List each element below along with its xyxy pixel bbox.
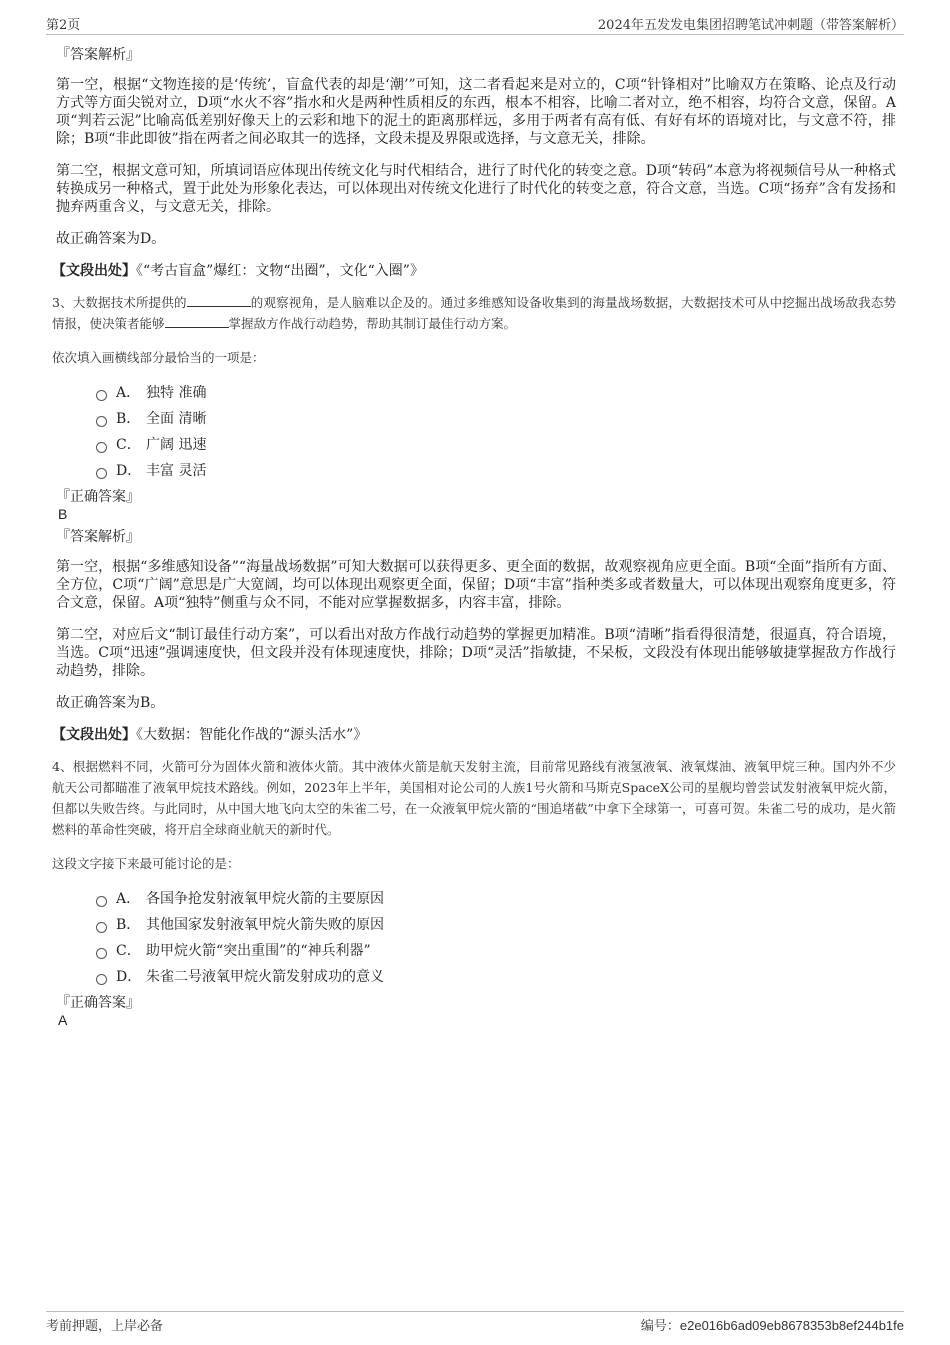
correct-answer-heading: 『正确答案』: [56, 489, 140, 505]
page-footer: [46, 1311, 904, 1335]
source-citation: [52, 262, 896, 280]
analysis-paragraph: 第二空，对应后文“制订最佳行动方案”，可以看出对敌方作战行动趋势的掌握更加精准。B项“清晰”指看得很清楚，很逼真，符合语境，当选。C项“迅速”强调速度快，但文段并没有体现速度快，排除；D项“灵活”指敏捷，不呆板，文段没有体现出能够敏捷掌握敌方作战行动趋势，排除。: [56, 627, 896, 679]
question-stem: [52, 292, 896, 334]
radio-button[interactable]: [96, 948, 107, 959]
radio-button[interactable]: [96, 974, 107, 985]
option-letter: C．: [116, 437, 141, 453]
option-text: 其他国家发射液氧甲烷火箭失败的原因: [146, 917, 384, 933]
radio-button[interactable]: [96, 390, 107, 401]
radio-button[interactable]: [96, 922, 107, 933]
option-d[interactable]: [96, 964, 896, 990]
stem-part: 掌握敌方作战行动趋势，帮助其制订最佳行动方案。: [228, 316, 517, 331]
source-label: 【文段出处】: [52, 727, 136, 743]
option-text: 独特 准确: [146, 385, 207, 401]
option-letter: D．: [116, 463, 142, 479]
radio-button[interactable]: [96, 896, 107, 907]
option-letter: A．: [116, 891, 141, 907]
radio-button[interactable]: [96, 468, 107, 479]
option-text: 丰富 灵活: [146, 463, 207, 479]
correct-answer-heading: 『正确答案』: [56, 995, 140, 1011]
option-text: 广阔 迅速: [146, 437, 207, 453]
stem-part: 的观察视角，是人脑难以企及的。通过多维感知设备收集到的海量战场数据，大数据技术可从中挖掘出战场敌我态势情报，使决策者能够: [52, 295, 896, 331]
page-number: 第2页: [46, 18, 81, 33]
analysis-paragraph: 第一空，根据“文物连接的是‘传统’，盲盒代表的却是‘潮’”可知，这二者看起来是对立的，C项“针锋相对”比喻双方在策略、论点及行动方式等方面尖锐对立，D项“水火不容”指水和火是两种性质相反的东西，根本不相容，比喻二者对立，绝不相容，均符合文意，保留。A项“判若云泥”比喻高低差别好像天上的云彩和地下的泥土的距离那样远，多用于两者有高有低、有好有坏的语境对比，与文意不符，排除；B项“非此即彼”指在两者之间必取其一的选择，文段未提及界限或选择，与文意无关，排除。: [56, 77, 896, 147]
question-3: [52, 292, 896, 744]
analysis-paragraph: 第二空，根据文意可知，所填词语应体现出传统文化与时代相结合，进行了时代化的转变之意。D项“转码”本意为将视频信号从一种格式转换成另一种格式，置于此处为形象化表达，可以体现出对传统文化进行了时代化的转变之意，符合文意，当选。C项“扬弃”含有发扬和抛弃两重含义，与文意无关，排除。: [56, 163, 896, 215]
option-text: 各国争抢发射液氧甲烷火箭的主要原因: [146, 891, 384, 907]
option-letter: D．: [116, 969, 142, 985]
final-answer-text: 故正确答案为D。: [56, 231, 166, 247]
option-letter: B．: [116, 917, 141, 933]
option-letter: A．: [116, 385, 141, 401]
radio-button[interactable]: [96, 416, 107, 427]
option-b[interactable]: [96, 406, 896, 432]
option-list: [96, 886, 896, 990]
question-4: [52, 756, 896, 1028]
fill-blank: [165, 315, 229, 328]
correct-answer-value: A: [58, 1012, 68, 1028]
correct-answer-value: B: [58, 506, 68, 522]
analysis-heading: 『答案解析』: [56, 47, 140, 63]
option-c[interactable]: [96, 938, 896, 964]
option-b[interactable]: [96, 912, 896, 938]
option-a[interactable]: [96, 380, 896, 406]
page-header: [46, 14, 904, 35]
document-code: [641, 1315, 904, 1334]
source-title: 《“考古盲盒”爆红：文物“出圈”，文化“入圈”》: [136, 263, 424, 279]
question-prompt: 依次填入画横线部分最恰当的一项是：: [52, 350, 265, 365]
footer-slogan: 考前押题，上岸必备: [46, 1319, 164, 1334]
code-label: 编号：: [640, 1319, 680, 1334]
option-text: 朱雀二号液氧甲烷火箭发射成功的意义: [146, 969, 384, 985]
analysis-paragraph: 第一空，根据“多维感知设备”“海量战场数据”可知大数据可以获得更多、更全面的数据，故观察视角应更全面。B项“全面”指所有方面、全方位，C项“广阔”意思是广大宽阔，均可以体现出观察更全面，保留；D项“丰富”指种类多或者数量大，可以体现出观察角度更多，符合文意，保留。A项“独特”侧重与众不同，不能对应掌握数据多，内容丰富，排除。: [56, 559, 896, 611]
final-answer-text: 故正确答案为B。: [56, 695, 165, 711]
option-d[interactable]: [96, 458, 896, 484]
option-letter: C．: [116, 943, 141, 959]
source-title: 《大数据：智能化作战的“源头活水”》: [136, 727, 368, 743]
option-text: 全面 清晰: [146, 411, 207, 427]
document-body: [52, 46, 896, 1034]
source-label: 【文段出处】: [52, 263, 136, 279]
option-a[interactable]: [96, 886, 896, 912]
option-list: [96, 380, 896, 484]
radio-button[interactable]: [96, 442, 107, 453]
question-stem: 4、根据燃料不同，火箭可分为固体火箭和液体火箭。其中液体火箭是航天发射主流，目前常见路线有液氢液氧、液氧煤油、液氧甲烷三种。国内外不少航天公司都瞄准了液氧甲烷技术路线。例如，2023年上半年，美国相对论公司的人族1号火箭和马斯克SpaceX公司的星舰均曾尝试发射液氧甲烷火箭，但都以失败告终。与此同时，从中国大地飞向太空的朱雀二号，在一众液氧甲烷火箭的“围追堵截”中拿下全球第一，可喜可贺。朱雀二号的成功，是火箭燃料的革命性突破，将开启全球商业航天的新时代。: [52, 759, 896, 837]
stem-part: 3、大数据技术所提供的: [52, 295, 187, 310]
code-value: e2e016b6ad09eb8678353b8ef244b1fe: [679, 1318, 904, 1333]
option-text: 助甲烷火箭“突出重围”的“神兵利器”: [146, 943, 371, 959]
option-c[interactable]: [96, 432, 896, 458]
fill-blank: [187, 294, 251, 307]
question-prompt: 这段文字接下来最可能讨论的是：: [52, 856, 240, 871]
question-2-analysis: [52, 46, 896, 280]
analysis-heading: 『答案解析』: [56, 529, 140, 545]
document-title: 2024年五发发电集团招聘笔试冲刺题（带答案解析）: [597, 18, 904, 33]
source-citation: [52, 726, 896, 744]
option-letter: B．: [116, 411, 141, 427]
